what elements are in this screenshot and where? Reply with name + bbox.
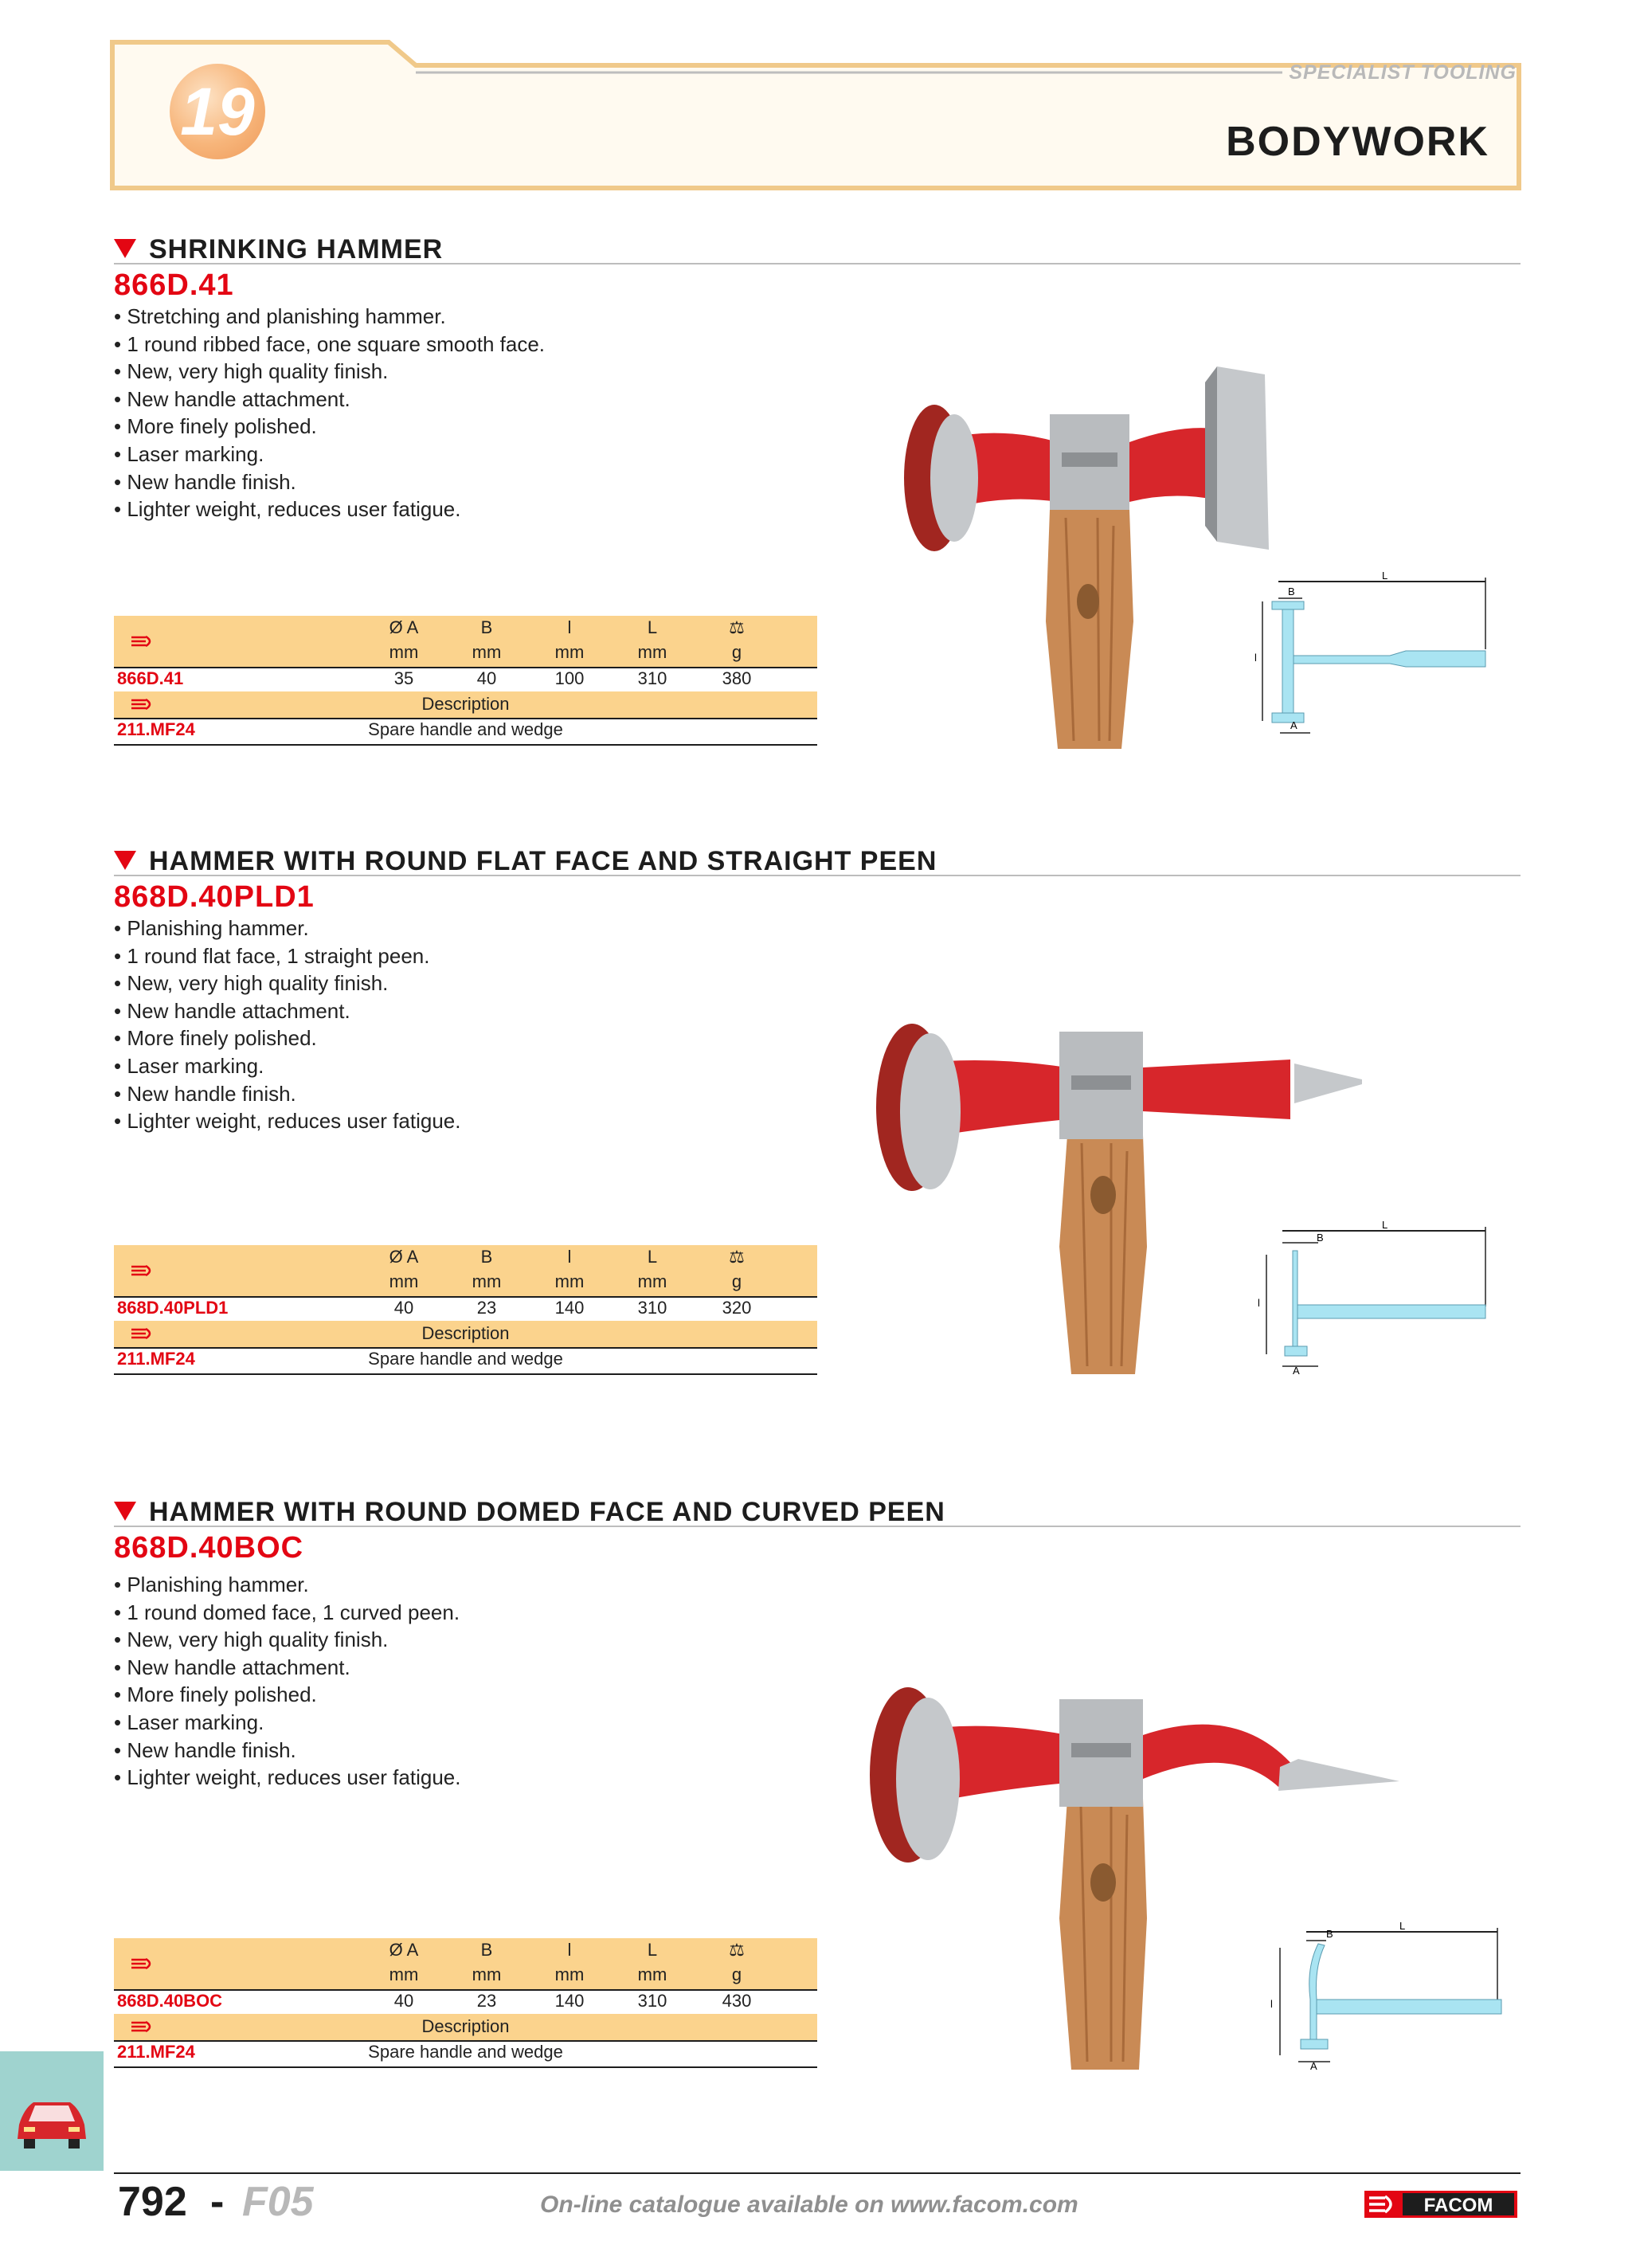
spare-part-description: Spare handle and wedge <box>368 2042 563 2062</box>
dimension-label: l <box>1258 1297 1260 1309</box>
table-cell: 100 <box>554 668 585 688</box>
category-side-tab <box>0 2051 104 2171</box>
section-title: HAMMER WITH ROUND DOMED FACE AND CURVED PEEN <box>149 1497 945 1527</box>
column-unit: mm <box>554 1964 585 1984</box>
column-unit: mm <box>554 1271 585 1291</box>
column-unit: g <box>731 1964 742 1984</box>
reference-arrow-icon <box>131 636 155 647</box>
table-cell: 35 <box>393 668 414 688</box>
column-header: ⚖ <box>729 1247 745 1267</box>
product-reference: 868D.40BOC <box>114 1531 304 1565</box>
dimension-label: A <box>1310 2060 1317 2071</box>
dimension-label: B <box>1317 1232 1324 1244</box>
list-item: • 1 round ribbed face, one square smooth face. <box>114 331 545 356</box>
product-reference: 866D.41 <box>114 268 234 302</box>
column-header: B <box>480 1940 493 1960</box>
dimension-label: B <box>1326 1928 1333 1940</box>
technical-drawing <box>1262 1920 1509 2071</box>
spare-part-code: 211.MF24 <box>117 2042 195 2062</box>
triangle-marker-icon <box>114 239 136 258</box>
header-subtitle: SPECIALIST TOOLING <box>1289 61 1517 84</box>
list-item: • Stretching and planishing hammer. <box>114 304 446 328</box>
triangle-marker-icon <box>114 1502 136 1521</box>
technical-drawing <box>1247 570 1497 741</box>
feature-list <box>114 303 545 523</box>
chapter-number-badge: 19 <box>170 64 265 159</box>
column-unit: mm <box>389 1964 419 1984</box>
table-cell: 380 <box>722 668 752 688</box>
spare-part-description: Spare handle and wedge <box>368 1349 563 1369</box>
list-item: • 1 round flat face, 1 straight peen. <box>114 943 430 968</box>
table-cell: 320 <box>722 1298 752 1318</box>
list-item: • Laser marking. <box>114 1053 264 1078</box>
list-item: • Laser marking. <box>114 441 264 466</box>
hammer-photo <box>890 358 1297 749</box>
triangle-marker-icon <box>114 851 136 870</box>
product-reference: 868D.40PLD1 <box>114 880 315 914</box>
spec-table <box>114 1938 817 2070</box>
table-cell: 310 <box>637 668 667 688</box>
column-header: L <box>647 617 658 637</box>
column-header: Ø A <box>389 617 419 637</box>
section-heading <box>114 1495 1521 1527</box>
column-unit: mm <box>472 1271 502 1291</box>
section-title: SHRINKING HAMMER <box>149 234 444 264</box>
feature-list <box>114 915 460 1135</box>
dimension-label: L <box>1382 570 1388 582</box>
list-item: • Planishing hammer. <box>114 916 309 940</box>
section-heading <box>114 844 1521 876</box>
car-icon <box>0 2051 104 2171</box>
table-cell: 310 <box>637 1991 667 2011</box>
list-item: • More finely polished. <box>114 414 317 439</box>
list-item: • New, very high quality finish. <box>114 1628 389 1652</box>
table-cell: 140 <box>554 1298 585 1318</box>
footer-note: On-line catalogue available on www.facom.com <box>540 2192 1078 2218</box>
dimension-label: A <box>1290 719 1297 731</box>
list-item: • New handle finish. <box>114 469 296 494</box>
footer-rule <box>114 2172 1521 2174</box>
column-unit: mm <box>637 1271 667 1291</box>
list-item: • New, very high quality finish. <box>114 359 389 384</box>
column-header: ⚖ <box>729 617 745 637</box>
page-section-code: F05 <box>242 2179 314 2225</box>
reference-arrow-icon <box>131 1265 155 1276</box>
column-header: ⚖ <box>729 1940 745 1960</box>
column-header: B <box>480 1247 493 1267</box>
list-item: • More finely polished. <box>114 1682 317 1707</box>
column-header: l <box>567 1247 572 1267</box>
table-cell: 40 <box>393 1298 414 1318</box>
column-unit: mm <box>389 1271 419 1291</box>
description-header: Description <box>421 1323 510 1343</box>
list-item: • Lighter weight, reduces user fatigue. <box>114 497 461 522</box>
spare-part-description: Spare handle and wedge <box>368 719 563 739</box>
column-unit: mm <box>554 642 585 662</box>
spare-part-code: 211.MF24 <box>117 1349 195 1369</box>
page-title: BODYWORK <box>1226 119 1489 165</box>
spec-table <box>114 1245 817 1377</box>
column-unit: mm <box>637 1964 667 1984</box>
dimension-label: l <box>1270 1998 1273 2010</box>
list-item: • Lighter weight, reduces user fatigue. <box>114 1109 461 1134</box>
page-number: 792 <box>118 2179 187 2225</box>
column-unit: mm <box>637 642 667 662</box>
table-cell: 40 <box>393 1991 414 2011</box>
column-unit: g <box>731 642 742 662</box>
column-header: l <box>567 1940 572 1960</box>
column-unit: mm <box>472 1964 502 1984</box>
list-item: • Lighter weight, reduces user fatigue. <box>114 1765 461 1790</box>
dimension-label: L <box>1382 1219 1388 1231</box>
facom-logo <box>1364 2191 1517 2218</box>
list-item: • New handle attachment. <box>114 1655 350 1679</box>
section-title: HAMMER WITH ROUND FLAT FACE AND STRAIGHT PEEN <box>149 846 937 876</box>
reference-arrow-icon <box>131 1958 155 1969</box>
table-cell: 40 <box>476 668 497 688</box>
technical-drawing <box>1247 1219 1497 1378</box>
table-cell: 310 <box>637 1298 667 1318</box>
table-row-code: 868D.40BOC <box>117 1991 223 2011</box>
spec-table <box>114 616 817 747</box>
description-header: Description <box>421 694 510 714</box>
list-item: • New handle finish. <box>114 1081 296 1106</box>
table-row-code: 866D.41 <box>117 668 184 688</box>
list-item: • Planishing hammer. <box>114 1573 309 1596</box>
column-header: l <box>567 617 572 637</box>
brand-name: FACOM <box>1423 2195 1493 2216</box>
column-header: L <box>647 1247 658 1267</box>
dimension-label: L <box>1399 1920 1406 1932</box>
column-header: B <box>480 617 493 637</box>
table-cell: 23 <box>476 1298 497 1318</box>
list-item: • 1 round domed face, 1 curved peen. <box>114 1600 460 1624</box>
spare-part-code: 211.MF24 <box>117 719 195 739</box>
description-header: Description <box>421 2016 510 2036</box>
dimension-label: B <box>1288 586 1295 597</box>
column-header: L <box>647 1940 658 1960</box>
column-unit: mm <box>389 642 419 662</box>
column-unit: g <box>731 1271 742 1291</box>
table-cell: 23 <box>476 1991 497 2011</box>
section-heading <box>114 233 1521 264</box>
table-cell: 140 <box>554 1991 585 2011</box>
list-item: • New handle finish. <box>114 1737 296 1762</box>
page-separator: - <box>210 2179 225 2225</box>
feature-list <box>114 1571 460 1792</box>
table-row-code: 868D.40PLD1 <box>117 1298 229 1318</box>
column-header: Ø A <box>389 1940 419 1960</box>
column-header: Ø A <box>389 1247 419 1267</box>
list-item: • New handle attachment. <box>114 998 350 1023</box>
dimension-label: A <box>1293 1365 1300 1377</box>
table-cell: 430 <box>722 1991 752 2011</box>
list-item: • New, very high quality finish. <box>114 971 389 996</box>
list-item: • New handle attachment. <box>114 386 350 411</box>
dimension-label: l <box>1254 652 1257 664</box>
list-item: • Laser marking. <box>114 1710 264 1734</box>
list-item: • More finely polished. <box>114 1026 317 1051</box>
column-unit: mm <box>472 642 502 662</box>
